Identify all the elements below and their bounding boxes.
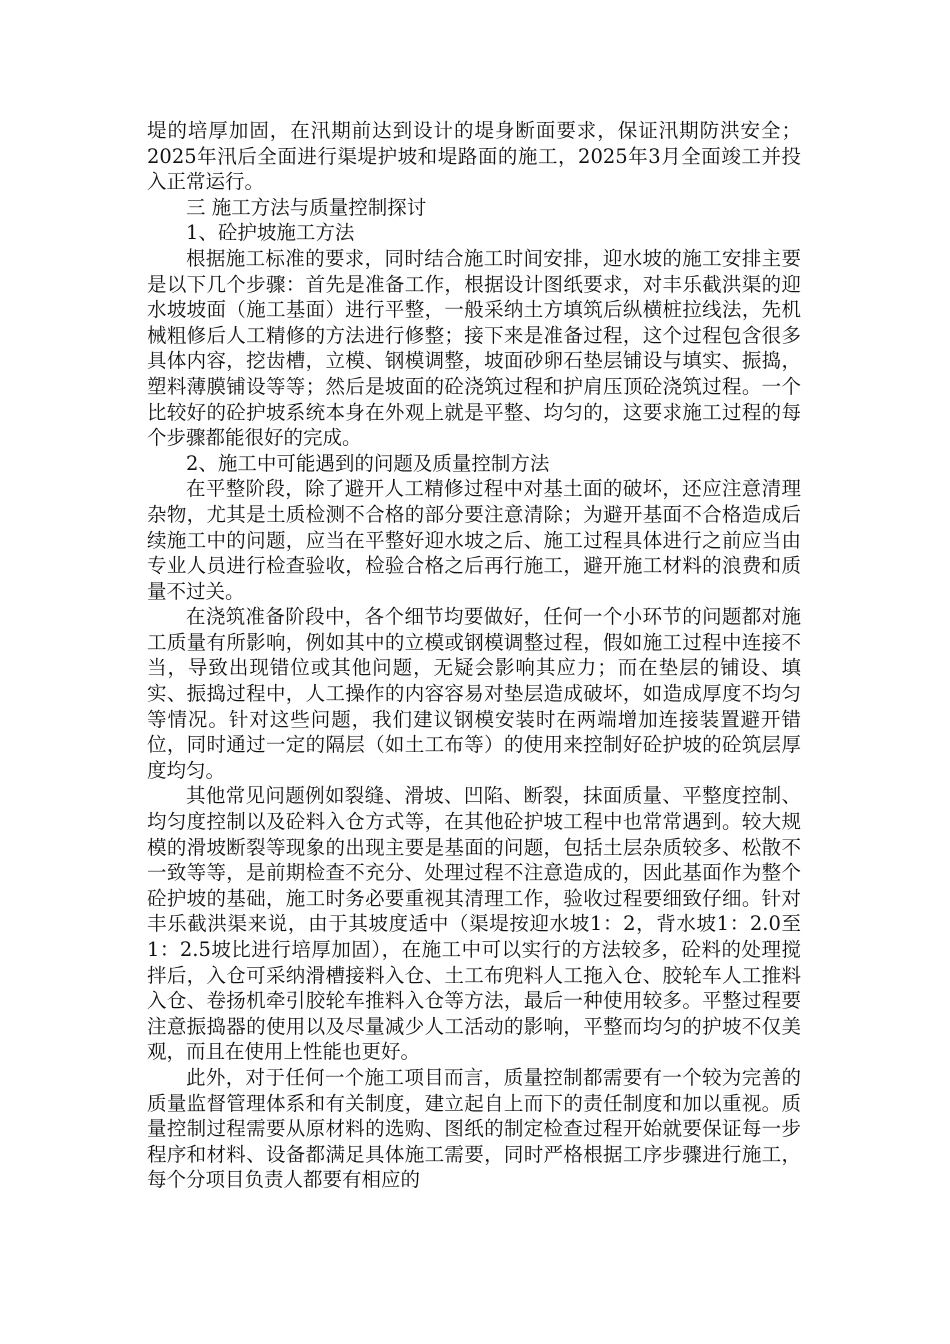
paragraph-leveling-stage: 在平整阶段，除了避开人工精修过程中对基土面的破坏，还应注意清理杂物，尤其是土质检测不合格的部分要注意清除；为避开基面不合格造成后续施工中的问题，应当在平整好迎水坡之后、施工过程具体进行之前应当由专业人员进行检查验收，检验合格之后再行施工，避开施工材料的浪费和质量不过关。 [147,477,801,603]
document-page [147,118,801,1193]
paragraph-continuation: 堤的培厚加固，在汛期前达到设计的堤身断面要求，保证汛期防洪安全；2025年汛后全面进行渠堤护坡和堤路面的施工，2025年3月全面竣工并投入正常运行。 [147,119,801,194]
subsection-heading-2: 2、施工中可能遇到的问题及质量控制方法 [186,451,550,475]
paragraph-pouring-preparation: 在浇筑准备阶段中，各个细节均要做好，任何一个小环节的问题都对施工质量有所影响，例如其中的立模或钢模调整过程，假如施工过程中连接不当，导致出现错位或其他问题，无疑会影响其应力；而在垫层的铺设、填实、振捣过程中，人工操作的内容容易对垫层造成破坏，如造成厚度不均匀等情况。针对这些问题，我们建议钢模安装时在两端增加连接装置避开错位，同时通过一定的隔层（如土工布等）的使用来控制好砼护坡的砼筑层厚度均匀。 [147,605,801,782]
paragraph-quality-control: 此外，对于任何一个施工项目而言，质量控制都需要有一个较为完善的质量监督管理体系和有关制度，建立起自上而下的责任制度和加以重视。质量控制过程需要从原材料的选购、图纸的制定检查过程开始就要保证每一步程序和材料、设备都满足具体施工需要，同时严格根据工序步骤进行施工，每个分项目负责人都要有相应的 [147,1065,801,1192]
paragraph-common-problems: 其他常见问题例如裂缝、滑坡、凹陷、断裂，抹面质量、平整度控制、均匀度控制以及砼料入仓方式等，在其他砼护坡工程中也常常遇到。较大规模的滑坡断裂等现象的出现主要是基面的问题，包括土层杂质较多、松散不一致等等，是前期检查不充分、处理过程不注意造成的，因此基面作为整个砼护坡的基础，施工时务必要重视其清理工作，验收过程要细致仔细。针对丰乐截洪渠来说，由于其坡度适中（渠堤按迎水坡1：2，背水坡1：2.0至1：2.5坡比进行培厚加固），在施工中可以实行的方法较多，砼料的处理搅拌后，入仓可采纳滑槽接料入仓、土工布兜料人工拖入仓、胶轮车人工推料入仓、卷扬机牵引胶轮车推料入仓等方法，最后一种使用较多。平整过程要注意振捣器的使用以及尽量减少人工活动的影响，平整而均匀的护坡不仅美观，而且在使用上性能也更好。 [147,784,801,1064]
paragraph-construction-steps: 根据施工标准的要求，同时结合施工时间安排，迎水坡的施工安排主要是以下几个步骤：首先是准备工作，根据设计图纸要求，对丰乐截洪渠的迎水坡坡面（施工基面）进行平整，一般采纳土方填筑后纵横桩拉线法，先机械粗修后人工精修的方法进行修整；接下来是准备过程，这个过程包含很多具体内容，挖齿槽，立模、钢模调整，坡面砂卵石垫层铺设与填实、振捣，塑料薄膜铺设等等；然后是坡面的砼浇筑过程和护肩压顶砼浇筑过程。一个比较好的砼护坡系统本身在外观上就是平整、均匀的，这要求施工过程的每个步骤都能很好的完成。 [147,246,801,450]
section-heading: 三 施工方法与质量控制探讨 [186,195,427,219]
subsection-heading-1: 1、砼护坡施工方法 [186,221,355,245]
